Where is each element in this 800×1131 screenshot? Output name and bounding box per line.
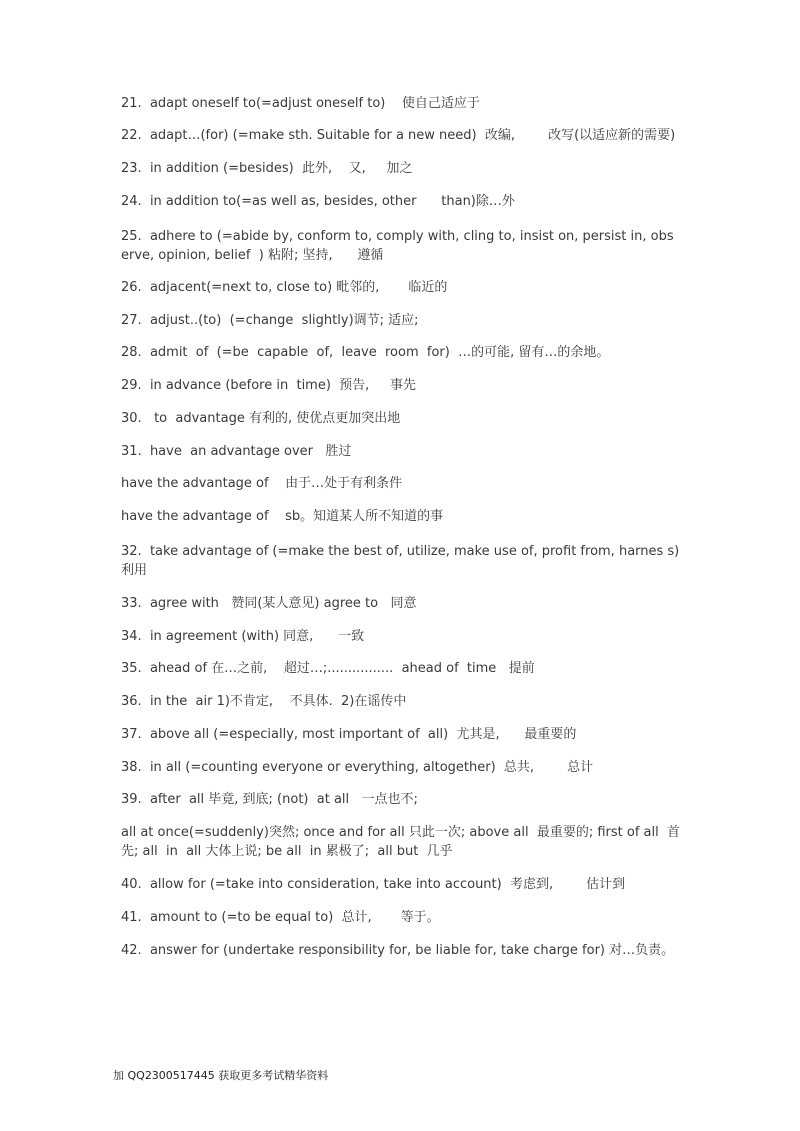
entry-23: 23. in addition (=besides) 此外, 又, 加之 — [121, 161, 413, 176]
entry-37: 37. above all (=especially, most important of all) 尤其是, 最重要的 — [121, 727, 577, 742]
entry-41: 41. amount to (=to be equal to) 总计, 等于。 — [121, 910, 440, 925]
entry-28: 28. admit of (=be capable of, leave room for) …的可能, 留有…的余地。 — [121, 345, 610, 360]
entry-25: 25. adhere to (=abide by, conform to, comply with, cling to, insist on, persist in, observe, opinion, belief ) 粘附; 坚持, 遵循 — [121, 229, 674, 263]
entry-26: 26. adjacent(=next to, close to) 毗邻的, 临近的 — [121, 280, 448, 295]
entry-24: 24. in addition to(=as well as, besides, other than)除…外 — [121, 194, 515, 209]
entry-39: 39. after all 毕竟, 到底; (not) at all 一点也不; — [121, 792, 418, 807]
entry-34: 34. in agreement (with) 同意, 一致 — [121, 629, 365, 644]
entry-31-sub-1: have the advantage of 由于…处于有利条件 — [121, 476, 403, 491]
entry-22: 22. adapt…(for) (=make sth. Suitable for a new need) 改编, 改写(以适应新的需要) — [121, 128, 676, 143]
footer-note: 加 QQ2300517445 获取更多考试精华资料 — [113, 1069, 329, 1082]
entry-38: 38. in all (=counting everyone or everything, altogether) 总共, 总计 — [121, 760, 594, 775]
entry-33: 33. agree with 赞同(某人意见) agree to 同意 — [121, 596, 417, 611]
entry-35: 35. ahead of 在…之前, 超过…;................ ahead of time 提前 — [121, 661, 535, 676]
entry-21: 21. adapt oneself to(=adjust oneself to) 使自己适应于 — [121, 96, 480, 111]
entry-39-sub: all at once(=suddenly)突然; once and for all 只此一次; above all 最重要的; first of all 首先; all in all 大体上说; be all in 累极了; all but 几乎 — [121, 825, 680, 859]
entry-27: 27. adjust..(to) (=change slightly)调节; 适应; — [121, 313, 419, 328]
entry-42: 42. answer for (undertake responsibility for, be liable for, take charge for) 对…负责。 — [121, 943, 675, 958]
entry-30: 30. to advantage 有利的, 使优点更加突出地 — [121, 411, 401, 426]
entry-29: 29. in advance (before in time) 预告, 事先 — [121, 378, 416, 393]
entry-31: 31. have an advantage over 胜过 — [121, 444, 352, 459]
entry-31-sub-2: have the advantage of sb。知道某人所不知道的事 — [121, 509, 444, 524]
entry-32: 32. take advantage of (=make the best of, utilize, make use of, profit from, harnes s)利用 — [121, 544, 680, 578]
entry-36: 36. in the air 1)不肯定, 不具体. 2)在谣传中 — [121, 694, 407, 709]
entry-40: 40. allow for (=take into consideration, take into account) 考虑到, 估计到 — [121, 877, 626, 892]
